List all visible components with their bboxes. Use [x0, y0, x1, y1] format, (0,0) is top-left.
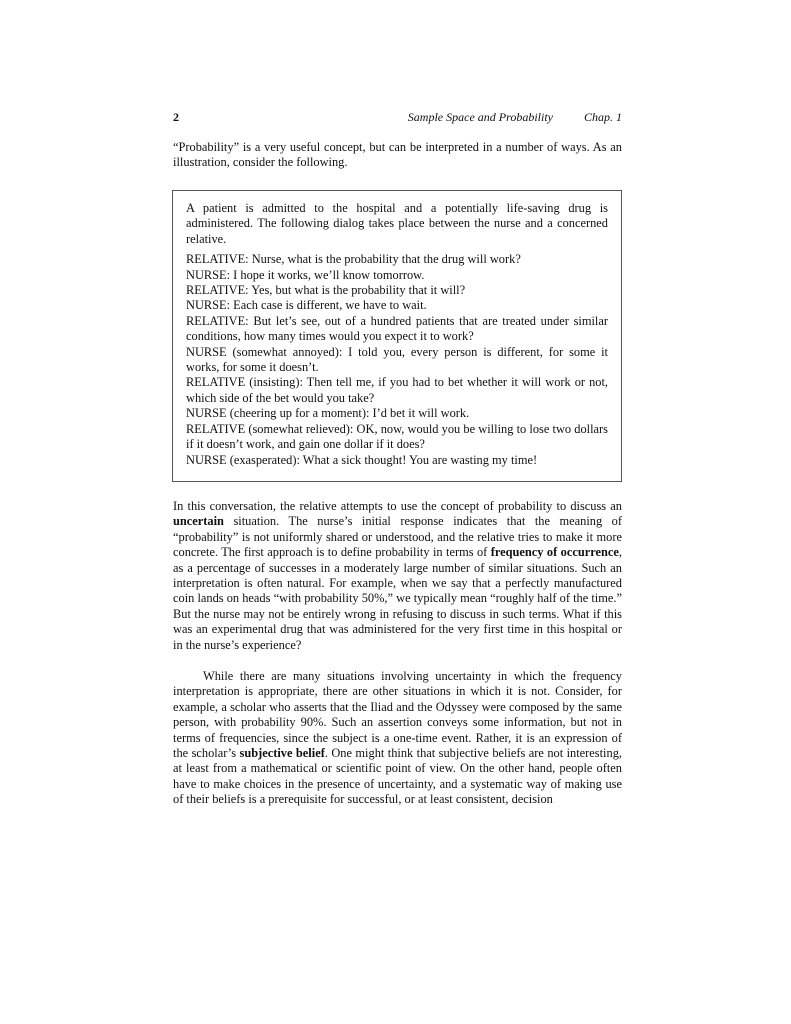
- text-run: In this conversation, the relative attempts to use the concept of probability to discuss an: [173, 499, 622, 513]
- dialog-line: RELATIVE: But let’s see, out of a hundred patients that are treated under similar conditions, how many times would you expect it to work?: [186, 313, 608, 344]
- chapter-label: Chap. 1: [583, 110, 622, 124]
- body-paragraph-1: [173, 499, 622, 653]
- key-term-frequency: frequency of occurrence: [490, 545, 619, 560]
- running-title: Sample Space and Probability: [407, 110, 553, 124]
- dialog-line: NURSE: I hope it works, we’ll know tomorrow.: [186, 267, 425, 282]
- text-run: , as a percentage of successes in a moderately large number of similar situations. Such an interpretation is often natural. For example, when we say that a perfectly manufactured coin lands on heads “with probability 50%,” we typically mean “roughly half of the time.” But the nurse may not be entirely wrong in refusing to discuss in such terms. What if this was an experimental drug that was administered for the very first time in this hospital or in the nurse’s experience?: [173, 545, 622, 652]
- dialog-box: [172, 190, 622, 482]
- dialog-line: NURSE: Each case is different, we have to wait.: [186, 298, 427, 313]
- text-run: While there are many situations involving uncertainty in which the frequency interpretation is appropriate, there are other situations in which it is not. Consider, for example, a scholar who asserts that the Iliad and the Odyssey were composed by the same person, with probability 90%. Such an assertion conveys some information, but not in terms of frequencies, since the subject is a one-time event. Rather, it is an expression of the scholar’s: [173, 669, 622, 761]
- page-header: [173, 110, 622, 126]
- dialog-line: NURSE (cheering up for a moment): I’d bet it will work.: [186, 406, 470, 421]
- key-term-subjective-belief: subjective belief: [239, 746, 325, 761]
- scenario-text: A patient is admitted to the hospital and a potentially life-saving drug is administered. The following dialog takes place between the nurse and a concerned relative.: [186, 201, 608, 246]
- dialog-line: RELATIVE (insisting): Then tell me, if you had to bet whether it will work or not, which side of the bet would you take?: [186, 375, 608, 405]
- dialog-line: RELATIVE: Yes, but what is the probability that it will?: [186, 283, 466, 298]
- dialog-line: RELATIVE (somewhat relieved): OK, now, would you be willing to lose two dollars if it doesn’t work, and gain one dollar if it does?: [186, 421, 608, 452]
- key-term-uncertain: uncertain: [173, 514, 224, 529]
- intro-paragraph: “Probability” is a very useful concept, but can be interpreted in a number of ways. As an illustration, consider the following.: [173, 140, 622, 170]
- page-number: 2: [173, 110, 179, 124]
- dialog-line: RELATIVE: Nurse, what is the probability that the drug will work?: [186, 252, 521, 267]
- dialog-line: NURSE (exasperated): What a sick thought! You are wasting my time!: [186, 452, 538, 467]
- text-run: . One might think that subjective beliefs are not interesting, at least from a mathematical or scientific point of view. On the other hand, people often have to make choices in the presence of uncertainty, and a systematic way of making use of their beliefs is a prerequisite for successful, or at least consistent, decision: [173, 746, 622, 807]
- dialog-line: NURSE (somewhat annoyed): I told you, every person is different, for some it works, for some it doesn’t.: [186, 344, 608, 375]
- body-paragraph-2: [173, 669, 622, 808]
- text-run: situation. The nurse’s initial response indicates that the meaning of “probability” is not uniformly shared or understood, and the relative tries to make it more concrete. The first approach is to define probability in terms of: [173, 514, 622, 560]
